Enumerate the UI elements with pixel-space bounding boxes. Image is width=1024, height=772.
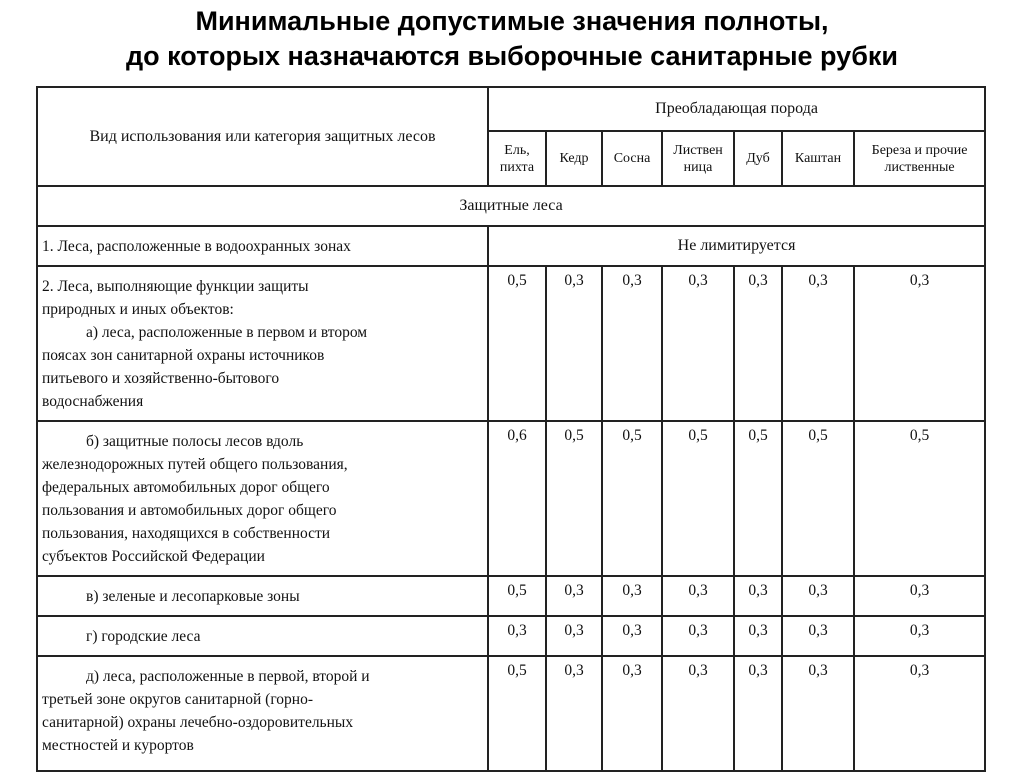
species-header-line: Кедр — [559, 151, 589, 166]
row-label-line: железнодорожных путей общего пользования, — [42, 456, 348, 473]
species-header-line: Ель, — [504, 142, 530, 158]
row-label — [37, 576, 488, 616]
species-header — [782, 131, 854, 186]
value-cell: 0,5 — [488, 656, 546, 771]
row-label-line: питьевого и хозяйственно-бытового — [42, 370, 280, 387]
value-cell: 0,3 — [782, 576, 854, 616]
section-header: Защитные леса — [37, 186, 985, 226]
value-cell: 0,3 — [734, 656, 782, 771]
value-cell: 0,3 — [602, 616, 662, 656]
value-cell: 0,3 — [546, 656, 602, 771]
table-row — [37, 576, 985, 616]
title-line-2: до которых назначаются выборочные санитарные рубки — [125, 41, 898, 71]
header-left: Вид использования или категория защитных лесов — [37, 87, 488, 186]
row-label — [37, 656, 488, 771]
value-cell: 0,3 — [488, 616, 546, 656]
species-header-line: пихта — [499, 159, 535, 175]
row-label-line: третьей зоне округов санитарной (горно- — [42, 691, 313, 708]
row-label-line: федеральных автомобильных дорог общего — [42, 479, 330, 496]
row-label-line: субъектов Российской Федерации — [42, 548, 265, 565]
value-cell: 0,3 — [602, 656, 662, 771]
value-cell: 0,3 — [662, 656, 734, 771]
row-label-line: местностей и курортов — [42, 737, 194, 754]
header-group: Преобладающая порода — [488, 87, 985, 131]
value-cell: 0,3 — [734, 616, 782, 656]
species-header — [662, 131, 734, 186]
row-label-line: 2. Леса, выполняющие функции защиты — [42, 278, 309, 295]
value-cell: 0,3 — [546, 266, 602, 421]
species-header-line: Каштан — [794, 151, 842, 166]
value-cell: 0,3 — [662, 576, 734, 616]
value-cell: 0,3 — [662, 616, 734, 656]
value-cell: 0,3 — [546, 616, 602, 656]
value-cell: 0,3 — [782, 656, 854, 771]
species-header — [488, 131, 546, 186]
page-title — [0, 4, 1024, 74]
value-cell: 0,3 — [854, 656, 985, 771]
species-header — [546, 131, 602, 186]
value-cell: 0,3 — [782, 616, 854, 656]
row-label-line: г) городские леса — [86, 627, 201, 645]
value-cell: 0,5 — [734, 421, 782, 576]
row-label-line: водоснабжения — [42, 393, 144, 410]
title-line-1: Минимальные допустимые значения полноты, — [195, 6, 829, 36]
row-label-line: поясах зон санитарной охраны источников — [42, 347, 325, 364]
value-cell: 0,3 — [854, 576, 985, 616]
row-label — [37, 616, 488, 656]
value-cell: 0,5 — [488, 576, 546, 616]
value-cell: 0,3 — [662, 266, 734, 421]
row-label-line: пользования, находящихся в собственности — [42, 525, 331, 542]
value-cell: 0,5 — [782, 421, 854, 576]
value-cell: 0,3 — [854, 266, 985, 421]
value-cell: 0,3 — [546, 576, 602, 616]
row-label-line: природных и иных объектов: — [42, 301, 234, 318]
row-label-line: в) зеленые и лесопарковые зоны — [86, 587, 300, 605]
row-label-line: б) защитные полосы лесов вдоль — [86, 433, 304, 450]
value-cell: 0,6 — [488, 421, 546, 576]
table-row — [37, 421, 985, 576]
species-header-line: Дуб — [746, 151, 770, 166]
value-cell: 0,3 — [734, 266, 782, 421]
value-cell: 0,3 — [602, 576, 662, 616]
species-header-line: лиственные — [884, 159, 955, 175]
table-row — [37, 656, 985, 771]
row-label-line: д) леса, расположенные в первой, второй и — [86, 668, 370, 685]
table-row — [37, 226, 985, 266]
value-cell: 0,5 — [488, 266, 546, 421]
merged-value: Не лимитируется — [488, 226, 985, 266]
value-cell: 0,3 — [734, 576, 782, 616]
species-header — [854, 131, 985, 186]
row-label-line: а) леса, расположенные в первом и втором — [86, 324, 368, 341]
row-label-line: санитарной) охраны лечебно-оздоровительных — [42, 714, 354, 731]
row-label — [37, 266, 488, 421]
value-cell: 0,5 — [602, 421, 662, 576]
data-body — [37, 266, 985, 771]
table-row — [37, 266, 985, 421]
value-cell: 0,5 — [662, 421, 734, 576]
species-header-line: Сосна — [613, 151, 651, 166]
value-cell: 0,5 — [854, 421, 985, 576]
species-header-line: ница — [683, 159, 713, 175]
completeness-table — [36, 86, 986, 772]
species-header — [734, 131, 782, 186]
value-cell: 0,3 — [782, 266, 854, 421]
species-header-line: Береза и прочие — [871, 142, 968, 158]
row-label-line: пользования и автомобильных дорог общего — [42, 502, 337, 519]
value-cell: 0,5 — [546, 421, 602, 576]
row-label: 1. Леса, расположенные в водоохранных зонах — [37, 226, 488, 266]
row-label — [37, 421, 488, 576]
table-row — [37, 616, 985, 656]
species-header-line: Листвен — [673, 142, 723, 158]
value-cell: 0,3 — [602, 266, 662, 421]
species-header — [602, 131, 662, 186]
value-cell: 0,3 — [854, 616, 985, 656]
